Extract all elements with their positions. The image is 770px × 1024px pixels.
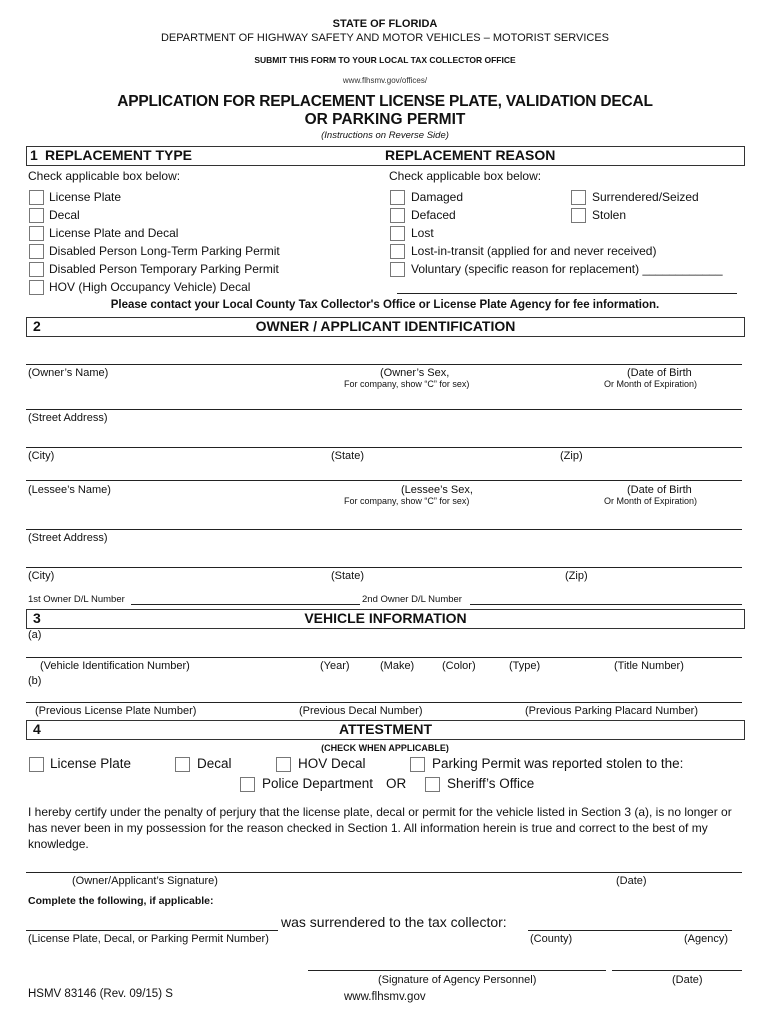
checkbox-temporary-permit[interactable]: [29, 262, 44, 277]
vehicle-b-label: (b): [28, 675, 42, 687]
type-label: Disabled Person Long-Term Parking Permit: [49, 244, 280, 258]
reason-label: Damaged: [411, 190, 464, 204]
reason-label: Defaced: [411, 208, 456, 222]
lessee-sex-label: (Lessee’s Sex,: [401, 484, 473, 496]
checkbox-lost[interactable]: [390, 226, 405, 241]
checkbox-decal[interactable]: [29, 208, 44, 223]
checkbox-long-term-permit[interactable]: [29, 244, 44, 259]
attest-or-label: OR: [386, 776, 407, 791]
type-label: Disabled Person Temporary Parking Permit: [49, 262, 279, 276]
section1-reason-title: REPLACEMENT REASON: [385, 147, 556, 163]
first-owner-dl-line[interactable]: [131, 604, 360, 605]
make-label: (Make): [380, 660, 415, 672]
owner-zip-label: (Zip): [560, 450, 583, 462]
type-label: License Plate and Decal: [49, 226, 179, 240]
attest-permit-label: Parking Permit was reported stolen to the:: [432, 756, 684, 771]
year-label: (Year): [320, 660, 350, 672]
section2-title: OWNER / APPLICANT IDENTIFICATION: [255, 318, 516, 334]
reason-label: Lost: [411, 226, 434, 240]
type-label: HOV (High Occupancy Vehicle) Decal: [49, 280, 251, 294]
type-label: Decal: [49, 208, 80, 222]
item-number-label: (License Plate, Decal, or Parking Permit Number): [28, 933, 269, 945]
owner-city-line[interactable]: [26, 447, 742, 448]
title-number-label: (Title Number): [614, 660, 684, 672]
owner-name-label: (Owner’s Name): [28, 367, 109, 379]
checkbox-hov-decal[interactable]: [29, 280, 44, 295]
checkbox-stolen[interactable]: [571, 208, 586, 223]
second-owner-dl-label: 2nd Owner D/L Number: [362, 594, 462, 605]
owner-street-line[interactable]: [26, 409, 742, 410]
section4-title: ATTESTMENT: [338, 721, 433, 737]
agency-label: (Agency): [684, 933, 729, 945]
reason-label: Lost-in-transit (applied for and never received): [411, 244, 657, 258]
section2-number: 2: [33, 318, 41, 334]
section3-number: 3: [33, 610, 41, 626]
reason-label: Surrendered/Seized: [592, 190, 699, 204]
instructions-note: (Instructions on Reverse Side): [321, 130, 449, 141]
section3-header-bar: [26, 609, 745, 629]
signature-date-label: (Date): [616, 875, 647, 887]
attest-checkbox-permit[interactable]: [410, 757, 425, 772]
checkbox-lost-in-transit[interactable]: [390, 244, 405, 259]
section2-header-bar: [26, 317, 745, 337]
checkbox-defaced[interactable]: [390, 208, 405, 223]
county-label: (County): [530, 933, 573, 945]
lessee-name-line[interactable]: [26, 480, 742, 481]
owner-name-line[interactable]: [26, 364, 742, 365]
color-label: (Color): [442, 660, 476, 672]
form-title-line1: APPLICATION FOR REPLACEMENT LICENSE PLATE, VALIDATION DECAL: [117, 93, 653, 110]
attest-checkbox-plate[interactable]: [29, 757, 44, 772]
lessee-company-note: For company, show “C” for sex): [344, 496, 470, 506]
check-when-applicable: (CHECK WHEN APPLICABLE): [321, 743, 449, 753]
fee-note: Please contact your Local County Tax Collector's Office or License Plate Agency for fee information.: [110, 299, 660, 311]
lessee-city-label: (City): [28, 570, 55, 582]
attest-checkbox-sheriff[interactable]: [425, 777, 440, 792]
type-label-vehicle: (Type): [509, 660, 541, 672]
reason-label: Voluntary (specific reason for replacement) ____________: [411, 262, 723, 276]
lessee-name-label: (Lessee’s Name): [28, 484, 111, 496]
attest-hov-label: HOV Decal: [298, 756, 366, 771]
section4-header-bar: [26, 720, 745, 740]
owner-company-note: For company, show “C” for sex): [344, 379, 470, 389]
section1-number: 1: [30, 147, 38, 163]
header-state: STATE OF FLORIDA: [332, 18, 438, 30]
attest-decal-label: Decal: [197, 756, 232, 771]
header-submit: SUBMIT THIS FORM TO YOUR LOCAL TAX COLLECTOR OFFICE: [254, 55, 516, 65]
attest-plate-label: License Plate: [50, 756, 132, 771]
type-label: License Plate: [49, 190, 122, 204]
footer-website[interactable]: www.flhsmv.gov: [344, 991, 426, 1003]
certification-statement: I hereby certify under the penalty of perjury that the license plate, decal or permit for the vehicle listed in Section 3 (a), is no longer or has never been in my possession for the reason checked in Section 1. All information herein is true and correct to the best of my knowledge.: [28, 805, 732, 851]
item-number-line[interactable]: [26, 930, 278, 931]
checkbox-voluntary[interactable]: [390, 262, 405, 277]
lessee-dob-label: (Date of Birth: [627, 484, 692, 496]
owner-city-label: (City): [28, 450, 55, 462]
signature-label: (Owner/Applicant’s Signature): [72, 875, 218, 887]
section4-number: 4: [33, 721, 41, 737]
form-id: HSMV 83146 (Rev. 09/15) S: [28, 988, 173, 1000]
header-department: DEPARTMENT OF HIGHWAY SAFETY AND MOTOR VEHICLES – MOTORIST SERVICES: [160, 32, 610, 44]
lessee-city-line[interactable]: [26, 567, 742, 568]
prev-placard-label: (Previous Parking Placard Number): [525, 705, 699, 717]
lessee-street-line[interactable]: [26, 529, 742, 530]
check-label-left: Check applicable box below:: [28, 169, 181, 183]
agency-signature-line[interactable]: [308, 970, 606, 971]
county-agency-line[interactable]: [528, 930, 732, 931]
checkbox-plate-and-decal[interactable]: [29, 226, 44, 241]
lessee-state-label: (State): [331, 570, 365, 582]
lessee-month-exp: Or Month of Expiration): [604, 496, 698, 506]
attest-checkbox-hov[interactable]: [276, 757, 291, 772]
lessee-street-label: (Street Address): [28, 532, 108, 544]
agency-date-label: (Date): [672, 974, 703, 986]
checkbox-license-plate[interactable]: [29, 190, 44, 205]
agency-date-line[interactable]: [612, 970, 742, 971]
complete-following-label: Complete the following, if applicable:: [28, 895, 214, 907]
vehicle-a-line[interactable]: [26, 657, 742, 658]
attest-police-label: Police Department: [262, 776, 374, 791]
check-label-right: Check applicable box below:: [389, 169, 542, 183]
agency-signature-label: (Signature of Agency Personnel): [378, 974, 537, 986]
section3-title: VEHICLE INFORMATION: [304, 610, 467, 626]
signature-line[interactable]: [26, 872, 742, 873]
reason-label: Stolen: [592, 208, 627, 222]
owner-dob-label: (Date of Birth: [627, 367, 692, 379]
checkbox-surrendered[interactable]: [571, 190, 586, 205]
owner-state-label: (State): [331, 450, 365, 462]
attest-checkbox-police[interactable]: [240, 777, 255, 792]
surrendered-text: was surrendered to the tax collector:: [281, 914, 507, 930]
form-title-line2: OR PARKING PERMIT: [304, 111, 466, 128]
attest-sheriff-label: Sheriff’s Office: [447, 776, 535, 791]
attest-checkbox-decal[interactable]: [175, 757, 190, 772]
first-owner-dl-label: 1st Owner D/L Number: [28, 594, 125, 605]
header-url[interactable]: www.flhsmv.gov/offices/: [342, 76, 428, 85]
vin-label: (Vehicle Identification Number): [40, 660, 190, 672]
owner-sex-label: (Owner’s Sex,: [380, 367, 450, 379]
lessee-zip-label: (Zip): [565, 570, 588, 582]
owner-month-exp: Or Month of Expiration): [604, 379, 698, 389]
section1-header-bar: [26, 146, 745, 166]
section1-title: REPLACEMENT TYPE: [45, 147, 193, 163]
prev-decal-label: (Previous Decal Number): [299, 705, 423, 717]
prev-plate-label: (Previous License Plate Number): [35, 705, 197, 717]
checkbox-damaged[interactable]: [390, 190, 405, 205]
vehicle-b-line[interactable]: [26, 702, 742, 703]
voluntary-reason-line[interactable]: [397, 293, 737, 294]
second-owner-dl-line[interactable]: [470, 604, 742, 605]
vehicle-a-label: (a): [28, 629, 42, 641]
owner-street-label: (Street Address): [28, 412, 108, 424]
